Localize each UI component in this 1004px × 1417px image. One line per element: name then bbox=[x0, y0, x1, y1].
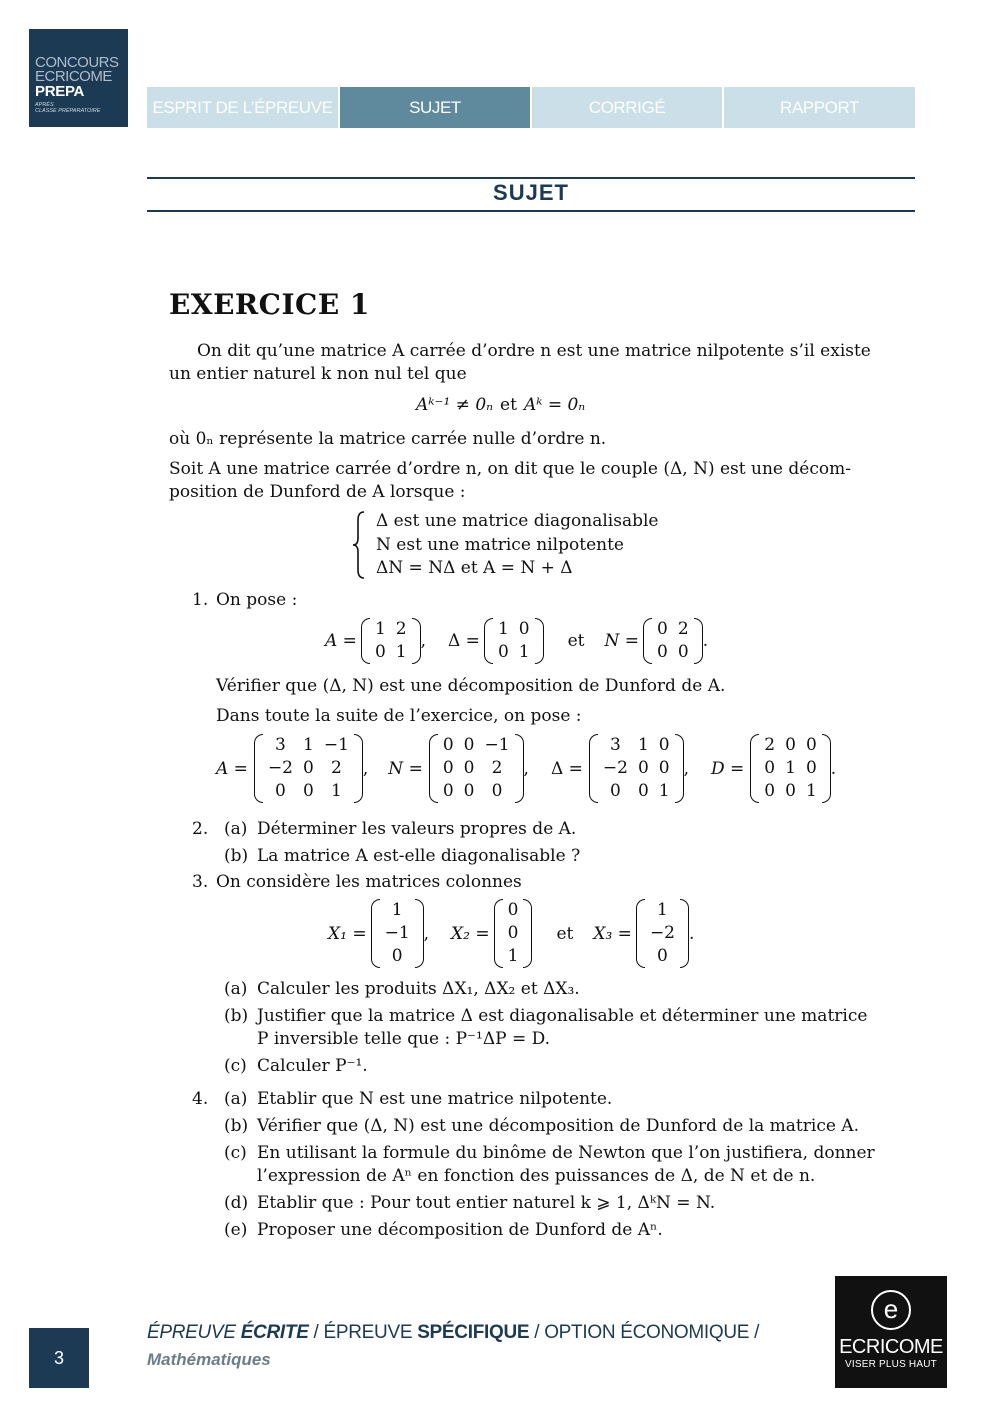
q1-matrices: A = 1 2 0 1 , Δ = 1 0 0 1 et N = 0 2 0 0 . bbox=[325, 619, 709, 662]
q1-suite: Dans toute la suite de l’exercice, on pose : bbox=[216, 706, 582, 726]
eq-mid: et bbox=[500, 395, 517, 415]
q4d-label: (d) bbox=[224, 1193, 249, 1213]
q3-text: On considère les matrices colonnes bbox=[216, 872, 522, 892]
matrix-delta: 3 1 0 −2 0 0 0 0 1 bbox=[589, 734, 684, 803]
logo-line-apres: APRÈS CLASSE PRÉPARATOIRE bbox=[35, 102, 101, 114]
brace-icon bbox=[352, 510, 366, 580]
q1-et: et bbox=[567, 631, 585, 651]
q3a-label: (a) bbox=[224, 979, 248, 999]
q4b-label: (b) bbox=[224, 1116, 249, 1136]
matrix-label-a1: A = bbox=[325, 631, 357, 651]
matrix-delta1: 1 0 0 1 bbox=[484, 618, 544, 664]
q4c-text-1: En utilisant la formule du binôme de Newton que l’on justifiera, donner bbox=[257, 1143, 875, 1163]
q3b-text-1: Justifier que la matrice Δ est diagonalisable et déterminer une matrice bbox=[257, 1006, 868, 1026]
matrix-label-n: N = bbox=[388, 758, 423, 779]
vector-x3: 1 −2 0 bbox=[636, 899, 689, 968]
null-matrix-note: où 0ₙ représente la matrice carrée nulle d’ordre n. bbox=[169, 429, 607, 449]
logo-line-ecricome: ECRICOME bbox=[35, 68, 112, 85]
q4a-label: (a) bbox=[224, 1089, 248, 1109]
q3c-text: Calculer P⁻¹. bbox=[257, 1056, 368, 1076]
matrix-label-delta1: Δ = bbox=[448, 631, 480, 651]
ecricome-e-icon: e bbox=[871, 1290, 911, 1330]
matrix-label-delta: Δ = bbox=[550, 758, 583, 779]
q4e-label: (e) bbox=[224, 1220, 248, 1240]
matrix-a: 3 1 −1 −2 0 2 0 0 1 bbox=[254, 734, 363, 803]
q3-number: 3. bbox=[192, 872, 209, 892]
logo-brand: ECRICOME bbox=[839, 1336, 943, 1358]
eq-left: Aᵏ⁻¹ ≠ 0ₙ bbox=[416, 395, 494, 415]
footer-subject: Mathématiques bbox=[147, 1350, 271, 1369]
definition-equation bbox=[416, 395, 585, 415]
vector-label-x3: X₃ = bbox=[593, 923, 632, 944]
eq-right: Aᵏ = 0ₙ bbox=[523, 395, 586, 415]
ecricome-logo bbox=[835, 1276, 947, 1388]
matrix-n: 0 0 −1 0 0 2 0 0 0 bbox=[429, 734, 524, 803]
q3b-text-2: P inversible telle que : P⁻¹ΔP = D. bbox=[257, 1029, 551, 1049]
vector-x1: 1 −1 0 bbox=[371, 899, 424, 968]
system-line-3: ΔN = NΔ et A = N + Δ bbox=[376, 558, 573, 578]
matrix-a1: 1 2 0 1 bbox=[361, 618, 421, 664]
ecricome-prepa-logo bbox=[29, 29, 128, 127]
main-matrices: A = 3 1 −1 −2 0 2 0 0 1 , N = 0 0 −1 0 0 2 0 0 0 , Δ = 3 1 0 −2 0 0 0 0 1 , D = 2 0 0 0 1 0 0 0 1 . bbox=[216, 735, 837, 801]
tab-sujet[interactable]: SUJET bbox=[340, 87, 530, 128]
section-title: SUJET bbox=[493, 180, 569, 205]
vector-label-x1: X₁ = bbox=[328, 923, 367, 944]
tab-esprit[interactable]: ESPRIT DE L’ÉPREUVE bbox=[147, 87, 338, 128]
vector-x2: 0 0 1 bbox=[494, 899, 533, 968]
page-number: 3 bbox=[29, 1328, 89, 1388]
q4c-text-2: l’expression de Aⁿ en fonction des puissances de Δ, de N et de n. bbox=[257, 1166, 816, 1186]
logo-line-concours: CONCOURS bbox=[35, 54, 119, 71]
exercise-title: EXERCICE 1 bbox=[169, 288, 370, 321]
q2-number: 2. bbox=[192, 819, 209, 839]
q4b-text: Vérifier que (Δ, N) est une décomposition de Dunford de la matrice A. bbox=[257, 1116, 859, 1136]
matrix-d: 2 0 0 0 1 0 0 0 1 bbox=[750, 734, 830, 803]
q2a-label: (a) bbox=[224, 819, 248, 839]
q3c-label: (c) bbox=[224, 1056, 247, 1076]
system-line-2: N est une matrice nilpotente bbox=[376, 535, 624, 555]
logo-line-prepa: PREPA bbox=[35, 83, 85, 100]
footer-epreuve: ÉPREUVE ÉCRITE / ÉPREUVE SPÉCIFIQUE / OPTION ÉCONOMIQUE / bbox=[147, 1322, 760, 1343]
dunford-def-line-2: position de Dunford de A lorsque : bbox=[169, 482, 466, 502]
tab-rapport[interactable]: RAPPORT bbox=[724, 87, 915, 128]
intro-line-1: On dit qu’une matrice A carrée d’ordre n est une matrice nilpotente s’il existe bbox=[197, 341, 871, 361]
matrix-label-a: A = bbox=[216, 758, 248, 779]
column-vectors: X₁ = 1 −1 0 , X₂ = 0 0 1 et X₃ = 1 −2 0 . bbox=[328, 900, 695, 966]
logo-slogan: VISER PLUS HAUT bbox=[845, 1359, 937, 1370]
q4e-text: Proposer une décomposition de Dunford de Aⁿ. bbox=[257, 1220, 663, 1240]
q4c-label: (c) bbox=[224, 1143, 247, 1163]
system-line-1: Δ est une matrice diagonalisable bbox=[376, 511, 659, 531]
q2a-text: Déterminer les valeurs propres de A. bbox=[257, 819, 577, 839]
dunford-def-line-1: Soit A une matrice carrée d’ordre n, on dit que le couple (Δ, N) est une décom- bbox=[169, 459, 851, 479]
q4d-text: Etablir que : Pour tout entier naturel k ⩾ 1, ΔᵏN = N. bbox=[257, 1193, 716, 1213]
q4-number: 4. bbox=[192, 1089, 209, 1109]
matrix-label-d: D = bbox=[711, 758, 745, 779]
q3b-label: (b) bbox=[224, 1006, 249, 1026]
q4a-text: Etablir que N est une matrice nilpotente. bbox=[257, 1089, 613, 1109]
tab-corrige[interactable]: CORRIGÉ bbox=[532, 87, 722, 128]
matrix-label-n1: N = bbox=[604, 631, 640, 651]
q2b-text: La matrice A est-elle diagonalisable ? bbox=[257, 846, 581, 866]
q1-text: On pose : bbox=[216, 590, 298, 610]
intro-line-2: un entier naturel k non nul tel que bbox=[169, 364, 467, 384]
q2b-label: (b) bbox=[224, 846, 249, 866]
vector-label-x2: X₂ = bbox=[451, 923, 490, 944]
q1-verify: Vérifier que (Δ, N) est une décomposition de Dunford de A. bbox=[216, 676, 726, 696]
q1-number: 1. bbox=[192, 590, 209, 610]
q3-et: et bbox=[556, 923, 574, 944]
q3a-text: Calculer les produits ΔX₁, ΔX₂ et ΔX₃. bbox=[257, 979, 580, 999]
matrix-n1: 0 2 0 0 bbox=[643, 618, 703, 664]
divider-bottom bbox=[147, 210, 915, 212]
divider-top bbox=[147, 177, 915, 179]
